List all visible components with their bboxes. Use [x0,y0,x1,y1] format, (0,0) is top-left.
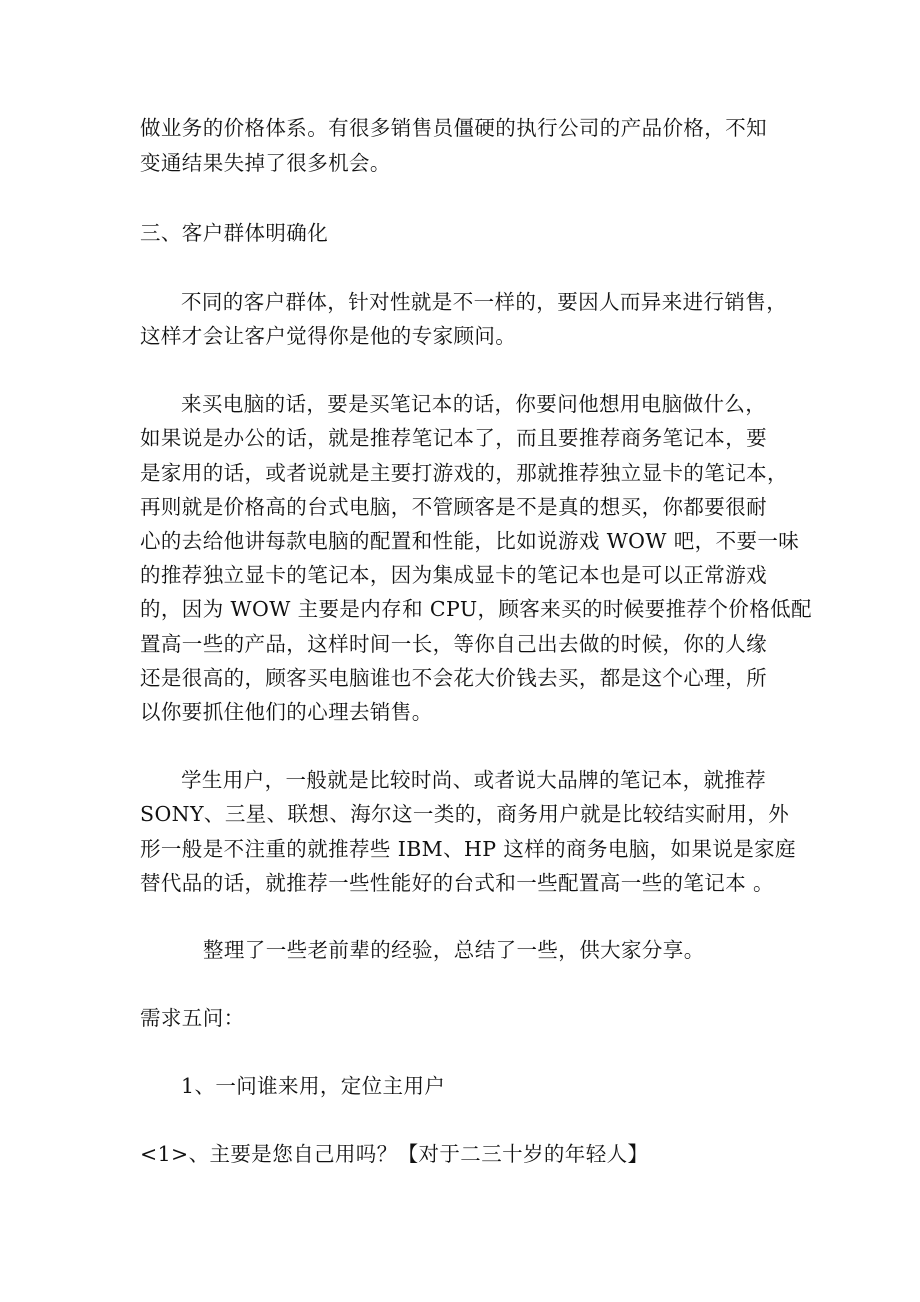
section-heading: 三、客户群体明确化 [140,221,329,245]
sub-question-item: <1>、主要是您自己用吗？【对于二三十岁的年轻人】 [140,1142,649,1166]
text-line: 置高一些的产品，这样时间一长，等你自己出去做的时候，你的人缘 [140,632,767,656]
text-line: 再则就是价格高的台式电脑，不管顾客是不是真的想买，你都要很耐 [140,495,767,519]
text-line: 不同的客户群体，针对性就是不一样的，要因人而异来进行销售， [181,290,788,314]
text-line: 如果说是办公的话，就是推荐笔记本了，而且要推荐商务笔记本，要 [140,426,767,450]
text-line: 的推荐独立显卡的笔记本，因为集成显卡的笔记本也是可以正常游戏 [140,563,767,587]
text-line: 形一般是不注重的就推荐些 IBM、HP 这样的商务电脑，如果说是家庭 [140,837,796,861]
summary-line: 整理了一些老前辈的经验，总结了一些，供大家分享。 [203,938,705,962]
text-line: 做业务的价格体系。有很多销售员僵硬的执行公司的产品价格，不知 [140,116,767,140]
text-line: 变通结果失掉了很多机会。 [140,151,391,175]
text-line: 心的去给他讲每款电脑的配置和性能，比如说游戏 WOW 吧，不要一味 [140,529,800,553]
text-line: 替代品的话，就推荐一些性能好的台式和一些配置高一些的笔记本 。 [140,871,774,895]
text-line: 还是很高的，顾客买电脑谁也不会花大价钱去买，都是这个心理，所 [140,666,767,690]
text-line: 来买电脑的话，要是买笔记本的话，你要问他想用电脑做什么， [181,392,767,416]
question-item: 1、一问谁来用，定位主用户 [181,1074,446,1098]
text-line: SONY、三星、联想、海尔这一类的，商务用户就是比较结实耐用，外 [140,802,790,826]
text-line: 学生用户，一般就是比较时尚、或者说大品牌的笔记本，就推荐 [181,768,767,792]
text-line: 以你要抓住他们的心理去销售。 [140,700,433,724]
text-line: 的，因为 WOW 主要是内存和 CPU，顾客来买的时候要推荐个价格低配 [140,597,812,621]
needs-heading: 需求五问： [140,1006,245,1030]
text-line: 这样才会让客户觉得你是他的专家顾问。 [140,324,517,348]
text-line: 是家用的话，或者说就是主要打游戏的，那就推荐独立显卡的笔记本， [140,461,788,485]
